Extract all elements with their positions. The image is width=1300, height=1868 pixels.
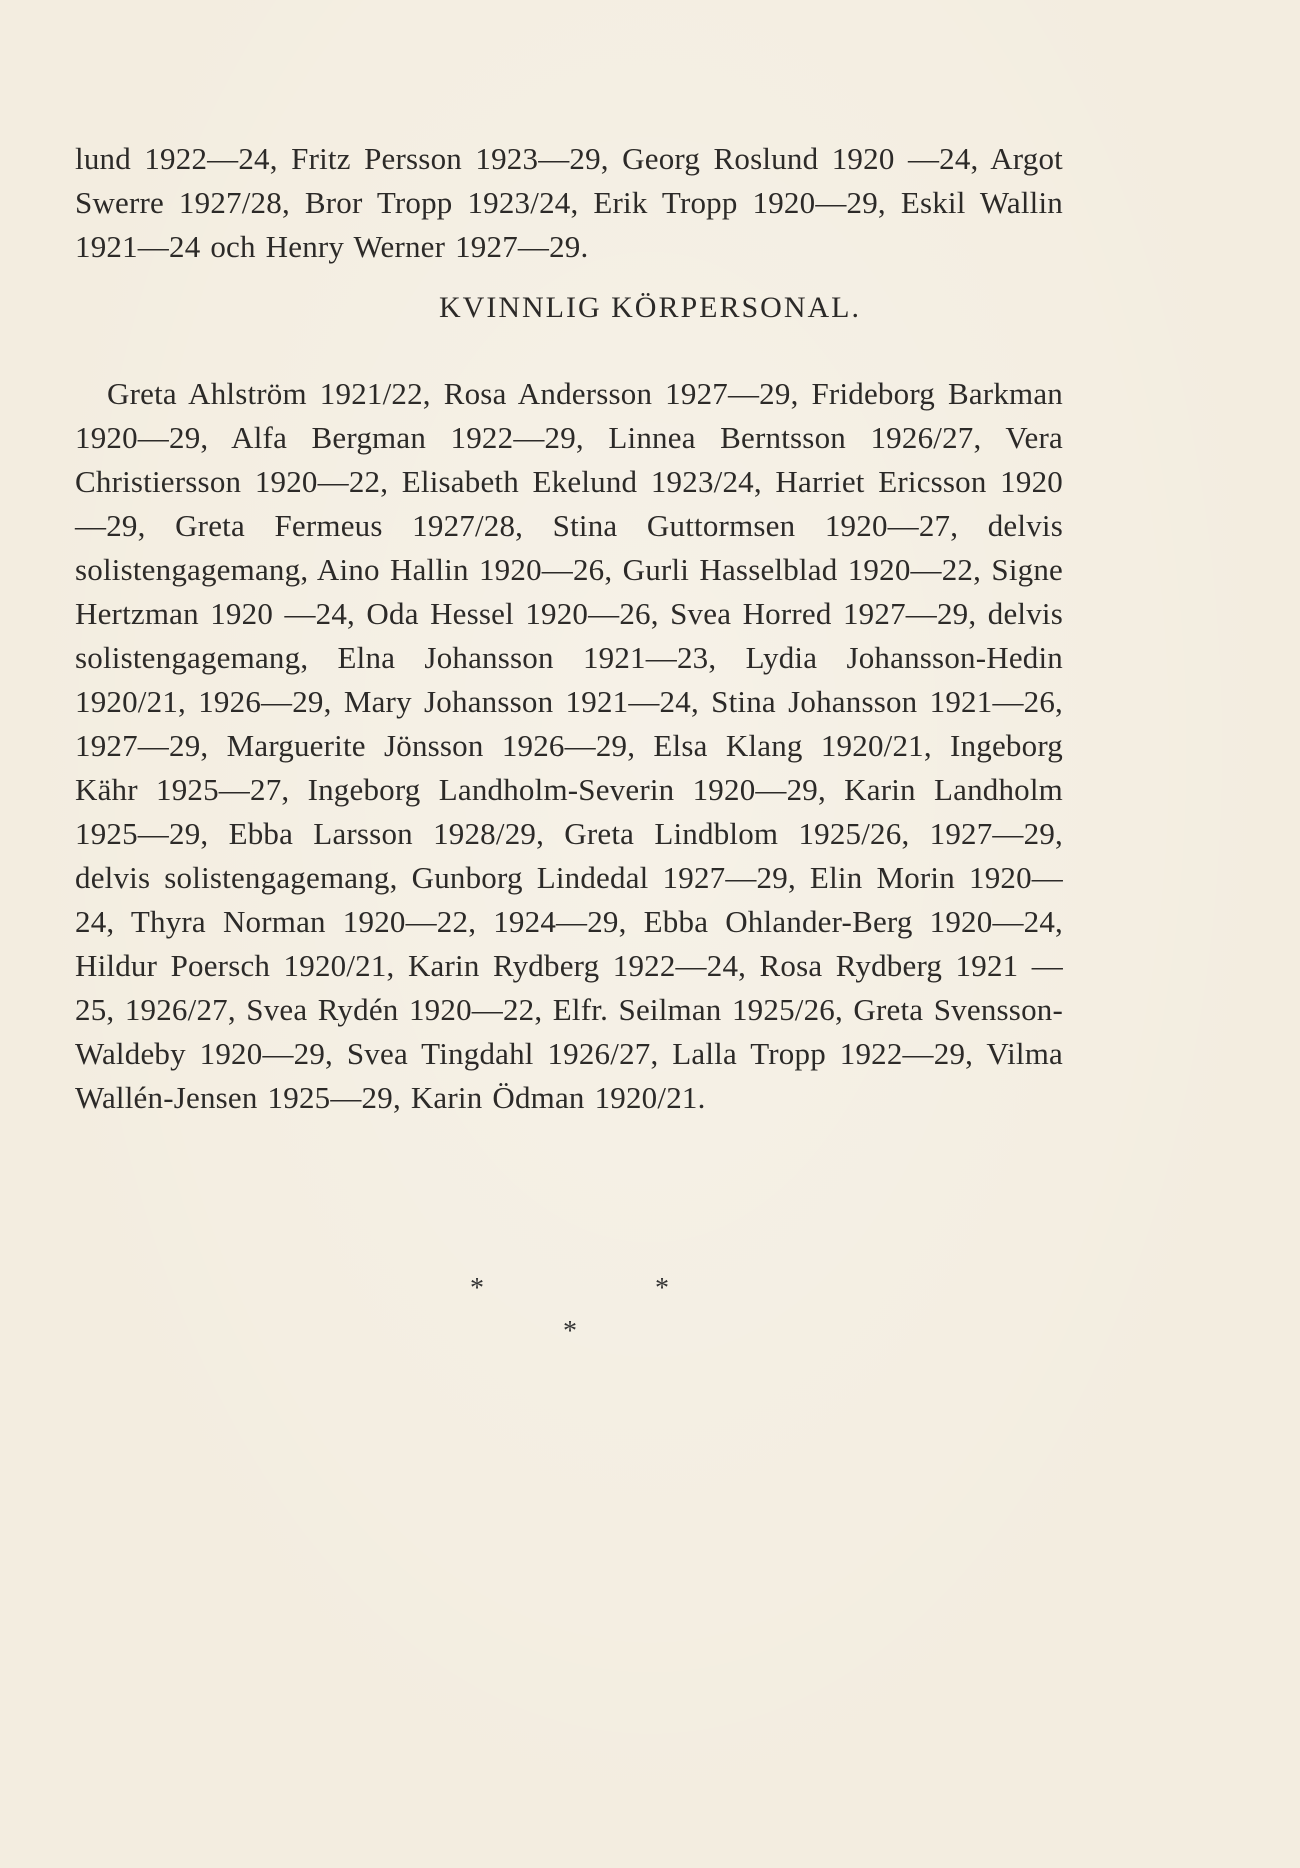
asterism-star-right: * [655,1273,669,1304]
chorus-members-paragraph: Greta Ahlström 1921/22, Rosa Andersson 1927—29, Frideborg Barkman 1920—29, Alfa Bergman 1922—29, Linnea Berntsson 1926/27, Vera Christiersson 1920—22, Elisabeth Ekelund 1923/24, Harriet Ericsson 1920—29, Greta Fermeus 1927/28, Stina Guttormsen 1920—27, delvis solistengagemang, Aino Hallin 1920—26, Gurli Hasselblad 1920—22, Signe Hertzman 1920 —24, Oda Hessel 1920—26, Svea Horred 1927—29, delvis solistengagemang, Elna Johansson 1921—23, Lydia Johansson-Hedin 1920/21, 1926—29, Mary Johansson 1921—24, Stina Johansson 1921—26, 1927—29, Marguerite Jönsson 1926—29, Elsa Klang 1920/21, Ingeborg Kähr 1925—27, Ingeborg Landholm-Severin 1920—29, Karin Landholm 1925—29, Ebba Larsson 1928/29, Greta Lindblom 1925/26, 1927—29, delvis solistengagemang, Gunborg Lindedal 1927—29, Elin Morin 1920—24, Thyra Norman 1920—22, 1924—29, Ebba Ohlander-Berg 1920—24, Hildur Poersch 1920/21, Karin Rydberg 1922—24, Rosa Rydberg 1921 —25, 1926/27, Svea Rydén 1920—22, Elfr. Seilman 1925/26, Greta Svensson-Waldeby 1920—29, Svea Tingdahl 1926/27, Lalla Tropp 1922—29, Vilma Wallén-Jensen 1925—29, Karin Ödman 1920/21. [75,376,1063,1115]
asterism-star-left: * [470,1273,484,1304]
asterism-star-bottom: * [563,1316,577,1347]
intro-paragraph: lund 1922—24, Fritz Persson 1923—29, Georg Roslund 1920 —24, Argot Swerre 1927/28, Bror Tropp 1923/24, Erik Tropp 1920—29, Eskil Wallin 1921—24 och Henry Werner 1927—29. [75,141,1063,264]
section-heading: KVINNLIG KÖRPERSONAL. [439,291,861,324]
